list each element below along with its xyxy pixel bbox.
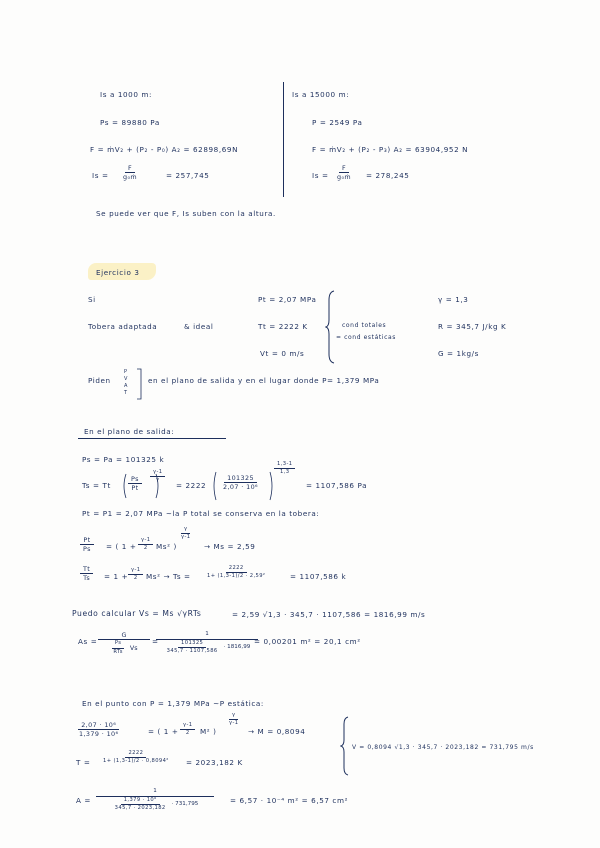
is-fraction-15000m: $\frac{F}{\text{g₀ṁ}}$ bbox=[337, 164, 352, 182]
punto-brace bbox=[340, 716, 350, 776]
ideal-label: & ideal bbox=[184, 322, 214, 331]
as-denominator: $\frac{Ps}{\text{RTs}}$ Vs bbox=[110, 640, 137, 654]
column-divider bbox=[283, 82, 284, 197]
ts-ratio: $\frac{Ps}{Pt}$ bbox=[128, 476, 142, 492]
vs-result: = 2,59 √1,3 · 345,7 · 1107,586 = 1816,99 m/s bbox=[232, 610, 426, 619]
punto-mach-result: → M = 0,8094 bbox=[248, 727, 306, 736]
pt-conserved: Pt = P1 = 2,07 MPa ~la P total se conserva en la tobera: bbox=[82, 509, 320, 518]
exercise-title: Ejercicio 3 bbox=[96, 268, 140, 277]
force-15000m: F = ṁV₂ + (P₂ - P₃) A₂ = 63904,952 N bbox=[312, 145, 469, 154]
pressure-ratio: $\frac{\text{2,07 · 10⁶}}{\text{1,379 · 10⁶}}$ bbox=[79, 721, 119, 739]
is-fraction-1000m: $\frac{F}{\text{g₀ṁ}}$ bbox=[123, 164, 138, 182]
as-lhs: As = bbox=[78, 637, 98, 646]
ts-lhs: Ts = Tt bbox=[82, 481, 111, 490]
mach-ms-term: Ms² ) bbox=[156, 542, 177, 551]
g-value: G = 1kg/s bbox=[438, 349, 480, 358]
ts-computed-result: = 1107,586 k bbox=[290, 572, 347, 581]
piden-description: en el plano de salida y en el lugar donde P= 1,379 MPa bbox=[148, 376, 380, 385]
punto-t-result: = 2023,182 K bbox=[186, 758, 243, 767]
punto-a-density: $\frac{\text{1,379 · 10⁶}}{345,7 \cdot 2023,182}$ bbox=[114, 796, 166, 811]
vs-intro: Puedo calcular Vs = Ms √γRTs bbox=[72, 609, 202, 618]
temp-gamma-fraction: $\frac{\gamma-1}{2}$ bbox=[128, 568, 143, 581]
punto-t-fraction: $\frac{2222}{\text{1+ (1,3-1)/2 · 0,8094²}}$ bbox=[103, 750, 169, 765]
ps-1000m: Ps = 89880 Pa bbox=[100, 118, 160, 127]
curly-brace bbox=[325, 290, 337, 364]
punto-gamma-fraction: $\frac{\gamma-1}{2}$ bbox=[180, 723, 195, 736]
is-value-1000m: = 257,745 bbox=[166, 171, 210, 180]
cond-estaticas: = cond estáticas bbox=[336, 334, 396, 341]
mach-gamma-fraction: $\frac{\gamma-1}{2}$ bbox=[138, 538, 153, 551]
r-value: R = 345,7 J/kg K bbox=[438, 322, 507, 331]
as-numeric-fraction: 1 $\frac{101325}{345,7 \cdot 1107,586}$ · 1816,99 bbox=[156, 632, 258, 654]
gamma-value: γ = 1,3 bbox=[438, 295, 469, 304]
punto-m-term: M² ) bbox=[200, 727, 217, 736]
mach-result: → Ms = 2,59 bbox=[204, 542, 256, 551]
force-1000m: F = ṁV₂ + (P₂ - P₀) A₂ = 62898,69N bbox=[90, 145, 239, 154]
ts-exponent-2: $\frac{1,3-1}{1,3}$ bbox=[274, 462, 295, 475]
ts-eq-2222: = 2222 bbox=[176, 481, 207, 490]
tt-value: Tt = 2222 K bbox=[258, 322, 308, 331]
conclusion-text: Se puede ver que F, Is suben con la altura. bbox=[96, 209, 276, 218]
salida-heading: En el plano de salida: bbox=[84, 427, 175, 436]
mach-exponent: $\frac{\gamma}{\gamma-1}$ bbox=[181, 526, 191, 541]
piden-var-t: T bbox=[124, 390, 128, 396]
ts-computed-fraction: $\frac{2222}{\text{1+ (1,3-1)/2 · 2,59²}}$ bbox=[207, 565, 266, 580]
mach-eq-open: = ( 1 + bbox=[106, 542, 137, 551]
punto-a-fraction: 1 $\frac{\text{1,379 · 10⁶}}{345,7 \cdot 2023,182}$ · 731,795 bbox=[96, 789, 214, 811]
vt-value: Vt = 0 m/s bbox=[260, 349, 305, 358]
punto-a-lhs: A = bbox=[76, 796, 92, 805]
is-lhs-15000m: Is = bbox=[312, 171, 329, 180]
heading-underline bbox=[78, 438, 226, 439]
piden-var-v: V bbox=[124, 376, 128, 382]
ts-exponent: $\frac{\gamma-1}{\gamma}$ bbox=[150, 470, 165, 483]
punto-a-result: = 6,57 · 10⁻⁴ m² = 6,57 cm² bbox=[230, 796, 349, 805]
piden-var-p: P bbox=[124, 369, 128, 375]
ts-inner-fraction: $\frac{101325}{\text{2,07 · 10⁶}}$ bbox=[223, 474, 259, 492]
punto-exponent: $\frac{\gamma}{\gamma-1}$ bbox=[229, 712, 239, 727]
punto-eq-open: = ( 1 + bbox=[148, 727, 179, 736]
cond-totales: cond totales bbox=[342, 322, 387, 329]
as-numeric-density: $\frac{101325}{345,7 \cdot 1107,586}$ bbox=[166, 639, 218, 654]
bracket bbox=[135, 368, 143, 400]
pt-value: Pt = 2,07 MPa bbox=[258, 295, 317, 304]
as-density-fraction: $\frac{Ps}{\text{RTs}}$ bbox=[113, 640, 123, 655]
si-label: Si bbox=[88, 295, 96, 304]
tt-ts-fraction: $\frac{Tt}{Ts}$ bbox=[80, 566, 93, 582]
punto-v-result: V = 0,8094 √1,3 · 345,7 · 2023,182 = 731,795 m/s bbox=[352, 744, 534, 751]
temp-eq: = 1 + bbox=[104, 572, 129, 581]
piden-var-a: A bbox=[124, 383, 128, 389]
is-lhs-1000m: Is = bbox=[92, 171, 109, 180]
as-eq: = bbox=[152, 637, 159, 646]
ps-pa: Ps = Pa = 101325 k bbox=[82, 455, 165, 464]
punto-t-lhs: T = bbox=[76, 758, 91, 767]
ts-result: = 1107,586 Pa bbox=[306, 481, 368, 490]
tobera-label: Tobera adaptada bbox=[88, 322, 158, 331]
punto-heading: En el punto con P = 1,379 MPa ~P estática: bbox=[82, 699, 264, 708]
is-value-15000m: = 278,245 bbox=[366, 171, 410, 180]
piden-label: Piden bbox=[88, 376, 111, 385]
as-fraction: G $\frac{Ps}{\text{RTs}}$ Vs bbox=[98, 632, 150, 655]
as-result: = 0,00201 m² = 20,1 cm² bbox=[254, 637, 361, 646]
pt-ps-fraction: $\frac{Pt}{Ps}$ bbox=[80, 537, 94, 553]
p-15000m: P = 2549 Pa bbox=[312, 118, 363, 127]
temp-ms-term: Ms² → Ts = bbox=[146, 572, 191, 581]
heading-15000m: Is a 15000 m: bbox=[292, 90, 350, 99]
as-numeric-denominator: $\frac{101325}{345,7 \cdot 1107,586}$ · 1816,99 bbox=[164, 640, 251, 654]
heading-1000m: Is a 1000 m: bbox=[100, 90, 153, 99]
punto-a-denominator: $\frac{\text{1,379 · 10⁶}}{345,7 \cdot 2023,182}$ · 731,795 bbox=[112, 797, 199, 811]
